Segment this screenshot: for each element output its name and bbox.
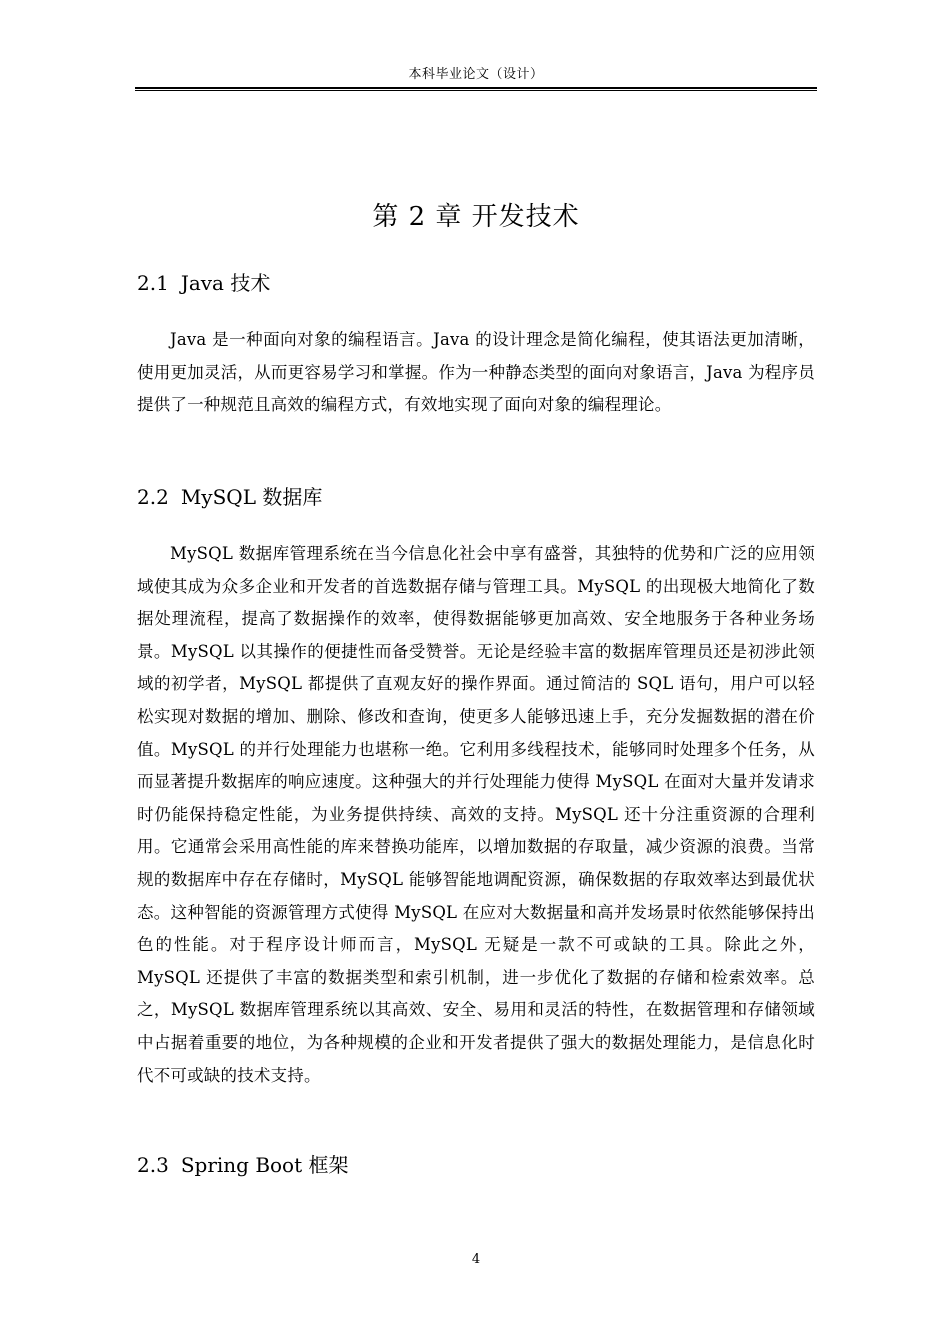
running-header: 本科毕业论文（设计） bbox=[408, 67, 544, 82]
section-paragraph-mysql: MySQL 数据库管理系统在当今信息化社会中享有盛誉，其独特的优势和广泛的应用领域使其成为众多企业和开发者的首选数据存储与管理工具。MySQL 的出现极大地简化了数据处理流程，提高了数据操作的效率，使得数据能够更加高效、安全地服务于各种业务场景。MySQL 以其操作的便捷性而备受赞誉。无论是经验丰富的数据库管理员还是初涉此领域的初学者，MySQL 都提供了直观友好的操作界面。通过简洁的 SQL 语句，用户可以轻松实现对数据的增加、删除、修改和查询，使更多人能够迅速上手，充分发掘数据的潜在价值。MySQL 的并行处理能力也堪称一绝。它利用多线程技术，能够同时处理多个任务，从而显著提升数据库的响应速度。这种强大的并行处理能力使得 MySQL 在面对大量并发请求时仍能保持稳定性能，为业务提供持续、高效的支持。MySQL 还十分注重资源的合理利用。它通常会采用高性能的库来替换功能库，以增加数据的存取量，减少资源的浪费。当常规的数据库中存在存储时，MySQL 能够智能地调配资源，确保数据的存取效率达到最优状态。这种智能的资源管理方式使得 MySQL 在应对大数据量和高并发场景时依然能够保持出色的性能。对于程序设计师而言，MySQL 无疑是一款不可或缺的工具。除此之外，MySQL 还提供了丰富的数据类型和索引机制，进一步优化了数据的存储和检索效率。总之，MySQL 数据库管理系统以其高效、安全、易用和灵活的特性，在数据管理和存储领域中占据着重要的地位，为各种规模的企业和开发者提供了强大的数据处理能力，是信息化时代不可或缺的技术支持。 bbox=[137, 544, 815, 1085]
section-heading-2-2 bbox=[137, 482, 322, 512]
header-rule bbox=[135, 87, 817, 89]
section-heading-2-1 bbox=[137, 268, 270, 298]
section-title: Spring Boot 框架 bbox=[180, 1153, 349, 1177]
section-title: Java 技术 bbox=[180, 271, 271, 295]
section-number: 2.3 bbox=[137, 1153, 169, 1177]
section-number: 2.1 bbox=[137, 271, 169, 295]
header-rule-thin bbox=[135, 90, 817, 91]
section-heading-2-3 bbox=[137, 1150, 349, 1180]
section-number: 2.2 bbox=[137, 485, 169, 509]
section-title: MySQL 数据库 bbox=[180, 485, 323, 509]
chapter-title: 第 2 章 开发技术 bbox=[372, 202, 580, 232]
page-number: 4 bbox=[471, 1252, 481, 1267]
section-paragraph-java: Java 是一种面向对象的编程语言。Java 的设计理念是简化编程，使其语法更加清晰，使用更加灵活，从而更容易学习和掌握。作为一种静态类型的面向对象语言，Java 为程序员提供了一种规范且高效的编程方式，有效地实现了面向对象的编程理论。 bbox=[137, 330, 815, 415]
